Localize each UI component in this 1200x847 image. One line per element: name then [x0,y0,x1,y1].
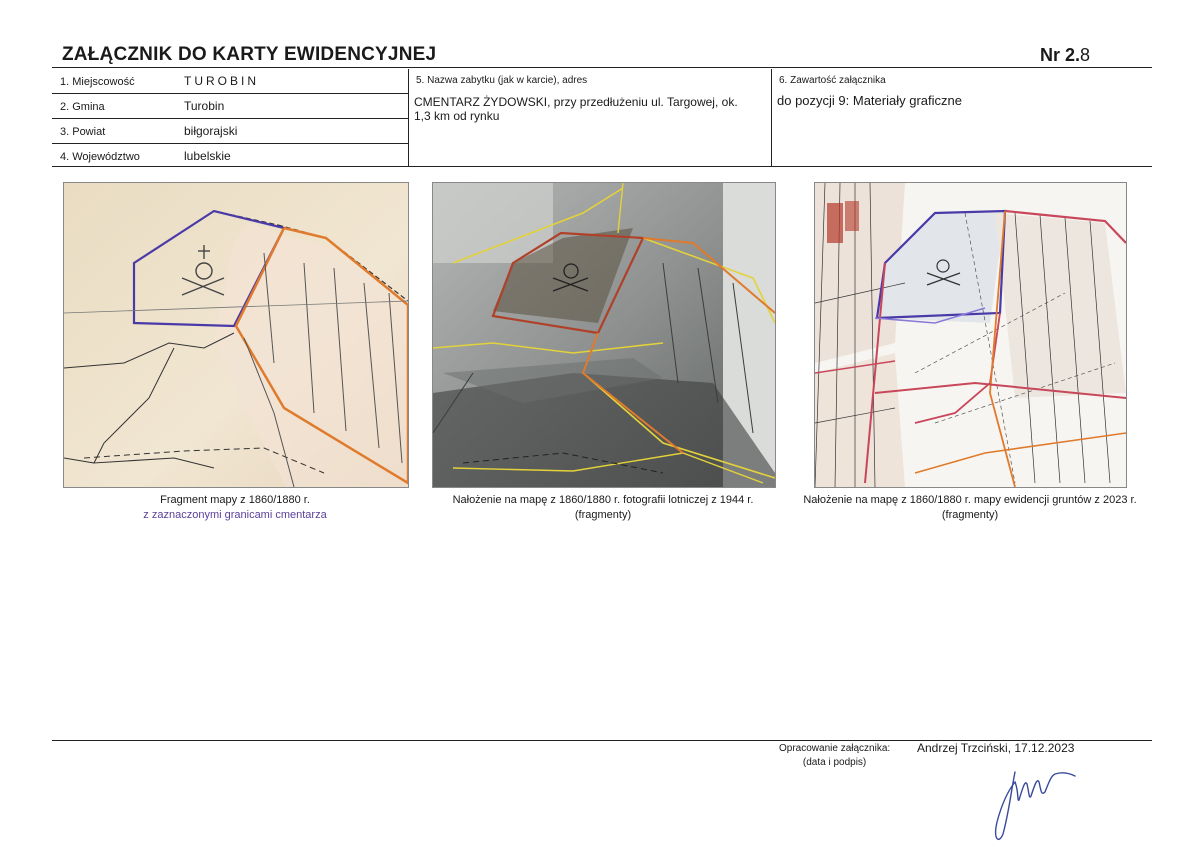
field-label: 4. Województwo [60,151,140,163]
field-value: Turobin [184,99,225,113]
caption-text: Nałożenie na mapę z 1860/1880 r. mapy ewidencji gruntów z 2023 r. [803,494,1137,506]
attachment-label: 6. Zawartość załącznika [779,75,886,86]
aerial-photo-overlay-1944 [432,182,776,488]
cadastral-overlay-2023 [814,182,1127,488]
author-and-date: Andrzej Trzciński, 17.12.2023 [917,741,1075,755]
attachment-number-suffix: 8 [1079,45,1090,65]
caption-text: Nałożenie na mapę z 1860/1880 r. fotografii lotniczej z 1944 r. [452,494,754,506]
map-1860-1880 [63,182,409,488]
field-powiat [52,119,408,144]
prepared-label-text: Opracowanie załącznika: [779,743,891,754]
cadastral-overlay-image [815,183,1126,487]
figure-caption-2 [420,493,786,523]
prepared-by-label [779,742,890,770]
attachment-value: do pozycji 9: Materiały graficzne [777,93,962,108]
caption-subtext: (fragmenty) [574,509,632,521]
field-value: biłgorajski [184,124,238,138]
attachment-number-prefix: Nr 2. [1039,45,1080,65]
record-card-table [52,69,1152,167]
field-label: 2. Gmina [60,101,105,113]
field-label: 1. Miejscowość [60,76,135,88]
field-value: lubelskie [184,149,231,163]
monument-label: 5. Nazwa zabytku (jak w karcie), adres [416,75,588,86]
location-fields [52,69,409,166]
aerial-overlay-image [433,183,775,487]
field-miejscowosc [52,69,408,94]
page-title: ZAŁĄCZNIK DO KARTY EWIDENCYJNEJ [62,44,437,65]
attachment-field [772,69,1152,166]
title-rule [52,67,1152,68]
field-label: 3. Powiat [60,126,106,138]
caption-subtext: (fragmenty) [941,509,999,521]
figure-caption-1 [63,493,407,523]
field-value: TUROBIN [184,74,259,88]
monument-field [409,69,772,166]
caption-text: Fragment mapy z 1860/1880 r. [160,494,310,506]
attachment-number [1040,45,1090,66]
monument-value: CMENTARZ ŻYDOWSKI, przy przedłużeniu ul. Targowej, ok. 1,3 km od rynku [414,95,738,123]
field-wojewodztwo [52,144,408,168]
caption-subtext: z zaznaczonymi granicami cmentarza [143,509,327,521]
field-gmina [52,94,408,119]
historical-map-image [64,183,408,487]
date-signature-label: (data i podpis) [802,757,867,768]
handwritten-signature [985,752,1085,847]
figure-caption-3 [780,493,1160,523]
